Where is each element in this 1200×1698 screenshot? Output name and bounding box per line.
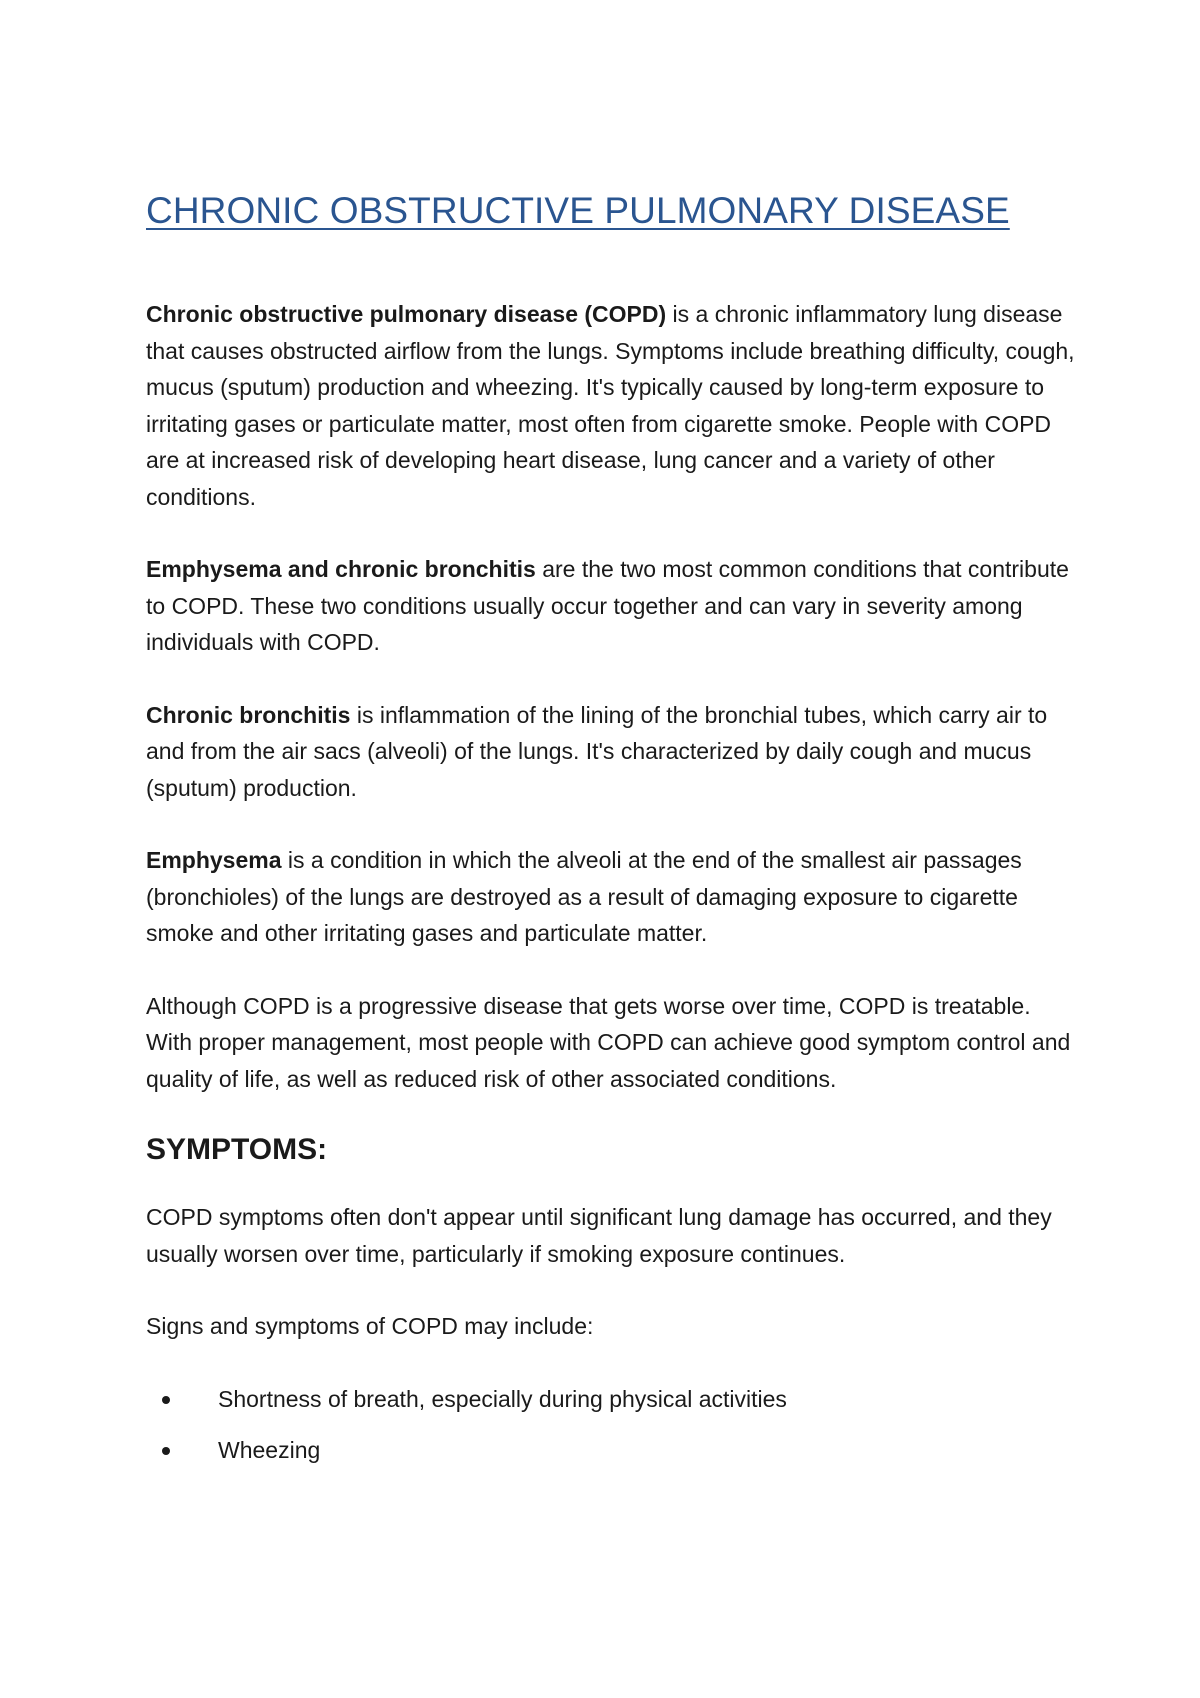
bullet-icon	[162, 1447, 170, 1455]
list-item	[146, 1381, 1076, 1418]
emphysema-paragraph	[146, 842, 1076, 952]
emphysema-bronchitis-paragraph	[146, 551, 1076, 661]
document-page	[146, 188, 1076, 1484]
symptoms-heading: SYMPTOMS:	[146, 1133, 328, 1166]
emphysema-bronchitis-term: Emphysema and chronic bronchitis	[146, 556, 536, 582]
symptoms-onset-paragraph: COPD symptoms often don't appear until significant lung damage has occurred, and they usually worsen over time, particularly if smoking exposure continues.	[146, 1204, 1052, 1267]
document-title: CHRONIC OBSTRUCTIVE PULMONARY DISEASE	[146, 190, 1010, 231]
emphysema-text: is a condition in which the alveoli at the end of the smallest air passages (bronchioles) of the lungs are destroyed as a result of damaging exposure to cigarette smoke and other irritating gases and particulate matter.	[146, 847, 1022, 946]
intro-paragraph	[146, 296, 1076, 515]
bullet-icon	[162, 1396, 170, 1404]
chronic-bronchitis-paragraph	[146, 697, 1076, 807]
emphysema-term: Emphysema	[146, 847, 282, 873]
signs-intro-paragraph: Signs and symptoms of COPD may include:	[146, 1313, 594, 1339]
list-item	[146, 1432, 1076, 1469]
chronic-bronchitis-text: is inflammation of the lining of the bronchial tubes, which carry air to and from the air sacs (alveoli) of the lungs. It's characterized by daily cough and mucus (sputum) production.	[146, 701, 1048, 801]
chronic-bronchitis-term: Chronic bronchitis	[146, 701, 351, 728]
emphysema-bronchitis-text: are the two most common conditions that contribute to COPD. These two conditions usually occur together and can vary in severity among individuals with COPD.	[146, 556, 1069, 655]
intro-term: Chronic obstructive pulmonary disease (COPD)	[146, 301, 667, 327]
list-item-text: Shortness of breath, especially during physical activities	[218, 1385, 787, 1412]
symptoms-list	[146, 1381, 1076, 1469]
progressive-paragraph: Although COPD is a progressive disease that gets worse over time, COPD is treatable. With proper management, most people with COPD can achieve good symptom control and quality of life, as well as reduced risk of other associated conditions.	[146, 992, 1071, 1092]
intro-text: is a chronic inflammatory lung disease that causes obstructed airflow from the lungs. Symptoms include breathing difficulty, cough, mucus (sputum) production and wheezing. It's typically caused by long-term exposure to irritating gases or particulate matter, most often from cigarette smoke. People with COPD are at increased risk of developing heart disease, lung cancer and a variety of other conditions.	[146, 301, 1075, 510]
list-item-text: Wheezing	[218, 1437, 321, 1463]
